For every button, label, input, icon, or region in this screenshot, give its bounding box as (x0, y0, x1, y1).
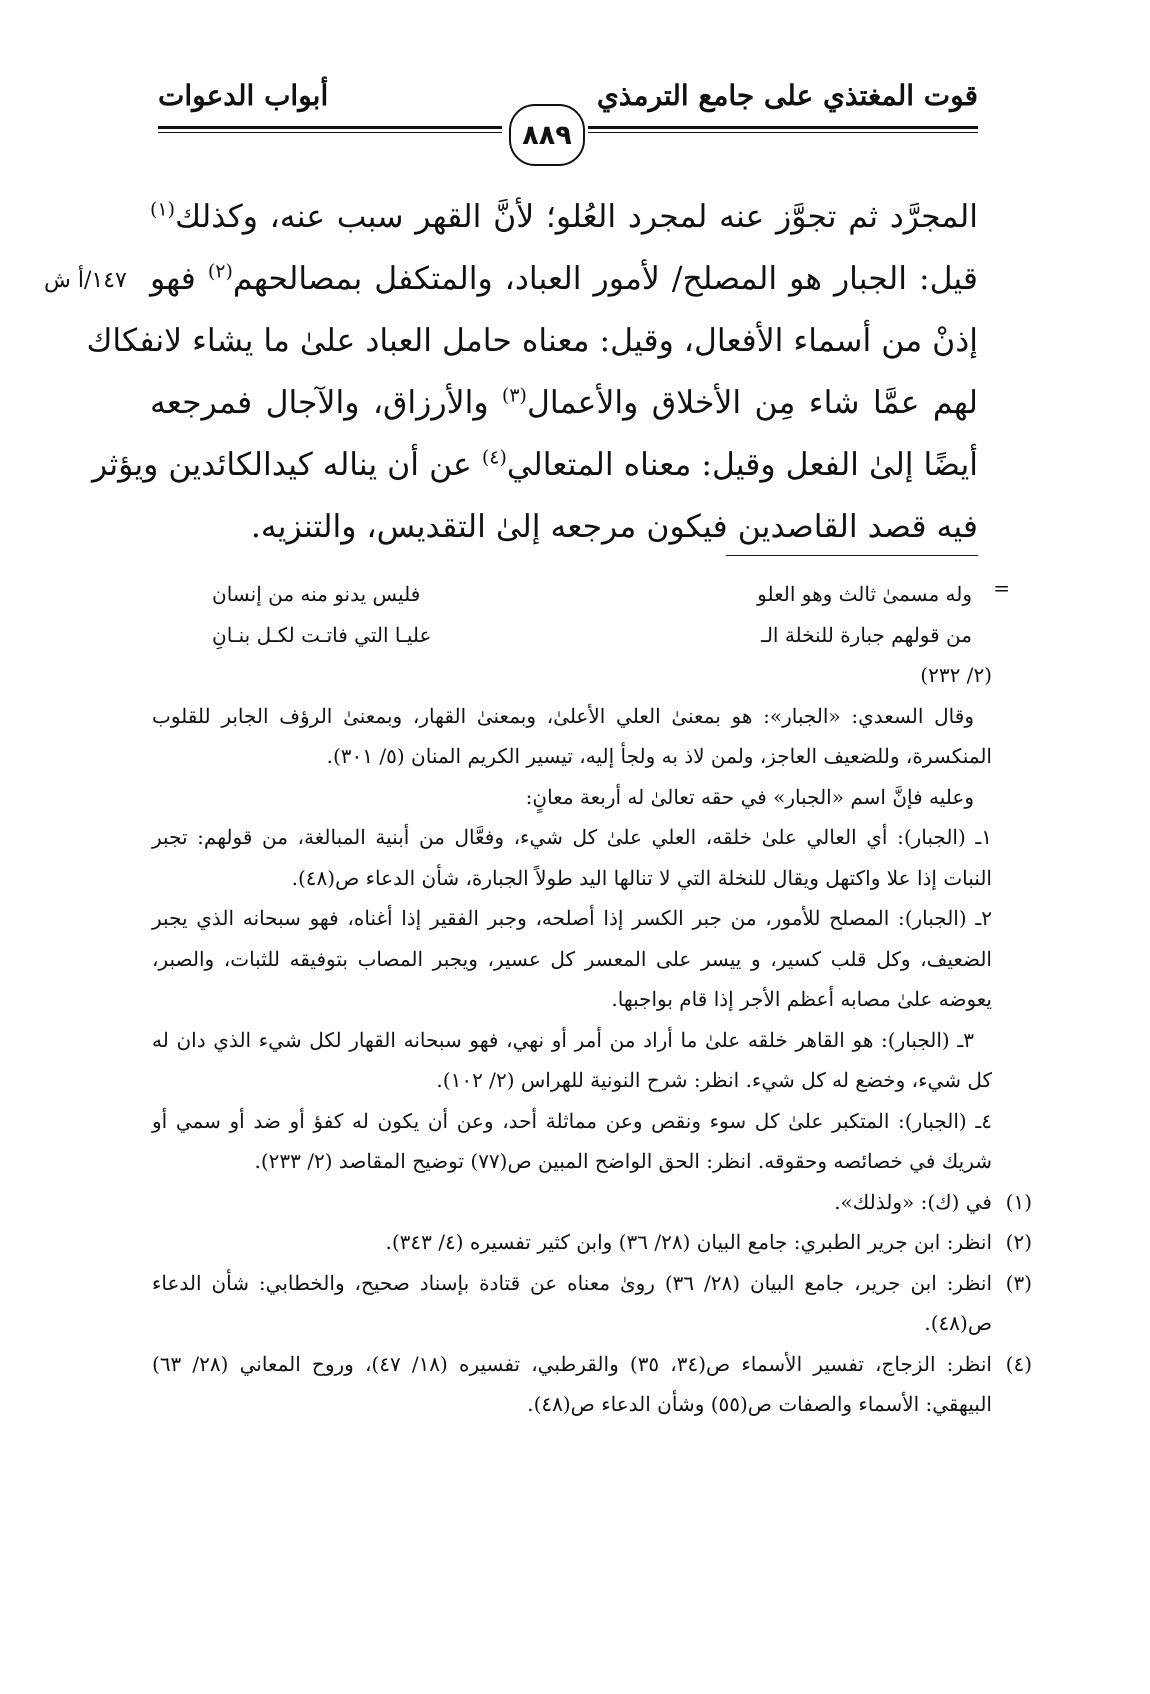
header-rule-right-thin (588, 132, 978, 133)
footnote-item (152, 1344, 1032, 1425)
book-title: قوت المغتذي على جامع الترمذي (596, 79, 978, 112)
footnote-ref[interactable]: (٤) (481, 446, 507, 469)
verse-reference: (٢/ ٢٣٢) (920, 663, 992, 687)
section-title: أبواب الدعوات (158, 79, 329, 112)
main-line: إذنْ من أسماء الأفعال، وقيل: معناه حامل العباد علىٰ ما يشاء لانفكاك (86, 323, 978, 359)
note-paragraph: ٣ـ (الجبار): هو القاهر خلقه علىٰ ما أراد من أمر أو نهي، فهو سبحانه القهار لكل شيء الذي دان له كل شيء، وخضع له كل شيء. انظر: شرح النونية للهراس (٢/ ١٠٢). (152, 1027, 992, 1092)
footnote-text: انظر: الزجاج، تفسير الأسماء ص(٣٤، ٣٥) والقرطبي، تفسيره (١٨/ ٤٧)، وروح المعاني (٢٨/ ٦٣) البيهقي: الأسماء والصفات ص(٥٥) وشأن الدعاء ص(٤٨). (152, 1351, 992, 1416)
note-paragraph: وعليه فإنَّ اسم «الجبار» في حقه تعالىٰ له أربعة معانٍ: (525, 784, 974, 809)
footnote-text: انظر: ابن جرير، جامع البيان (٢٨/ ٣٦) روىٰ معناه عن قتادة بإسناد صحيح، والخطابي: شأن الدعاء ص(٤٨). (152, 1270, 992, 1335)
verse-line (152, 615, 992, 656)
header-rule-left-thin (158, 132, 502, 133)
footnote-ref[interactable]: (٣) (501, 384, 527, 407)
footnote-item (152, 1222, 1032, 1263)
footnote-number: (٢) (1005, 1230, 1032, 1254)
main-line: المجرَّد ثم تجوَّز عنه لمجرد العُلو؛ لأنَّ القهر سبب عنه، وكذلك$^{(١)}$ (150, 198, 978, 235)
footnotes-area (152, 574, 1032, 1425)
verse-hemistich-second: عليـا التي فاتـت لكـل بنـانِ (212, 622, 432, 647)
note-paragraph: ١ـ (الجبار): أي العالي علىٰ خلقه، العلي علىٰ كل شيء، وفعَّال من أبنية المبالغة، من قولهم: تجبر النبات إذا علا واكتهل ويقال للنخلة التي لا تنالها اليد طولاً الجبارة، شأن الدعاء ص(٤٨). (152, 825, 992, 890)
main-text (86, 186, 978, 558)
main-line: لهم عمَّا شاء مِن الأخلاق والأعمال$^{(٣)}$ والأرزاق، والآجال فمرجعه (150, 384, 978, 421)
note-paragraph: وقال السعدي: «الجبار»: هو بمعنىٰ العلي الأعلىٰ، وبمعنىٰ القهار، وبمعنىٰ الرؤف الجابر للقلوب المنكسرة، وللضعيف العاجز، ولمن لاذ به ولجأ إليه، تيسير الكريم المنان (٥/ ٣٠١). (152, 703, 992, 768)
verse-hemistich-first: وله مسمىٰ ثالث وهو العلو (757, 582, 972, 606)
note-paragraph: ٢ـ (الجبار): المصلح للأمور، من جبر الكسر إذا أصلحه، وجبر الفقير إذا أغناه، فهو سبحانه الذي يجبر الضعيف، وكل قلب كسير، و ييسر على المعسر كل عسير، ويجبر المصاب بتوفيقه للثبات، والصبر، يعوضه علىٰ مصابه أعظم الأجر إذا قام بواجبها. (152, 906, 992, 1011)
header-rule-right-thick (588, 126, 978, 129)
main-line: أيضًا إلىٰ الفعل وقيل: معناه المتعالي$^{(٤)}$ عن أن يناله كيدالكائدين ويؤثر (91, 446, 978, 483)
manuscript-folio-note: ١٤٧/أ ش (44, 268, 127, 293)
note-paragraph: ٤ـ (الجبار): المتكبر علىٰ كل سوء ونقص وعن مماثلة أحد، وعن أن يكون له كفؤ أو ضد أو سمي أو شريك في خصائصه وحقوقه. انظر: الحق الواضح المبين ص(٧٧) توضيح المقاصد (٢/ ٢٣٣). (152, 1108, 992, 1173)
footnote-item (152, 1182, 1032, 1223)
footnote-ref[interactable]: (١) (150, 198, 176, 221)
footnote-text: انظر: ابن جرير الطبري: جامع البيان (٢٨/ ٣٦) وابن كثير تفسيره (٤/ ٣٤٣). (385, 1230, 992, 1254)
verse-line (152, 574, 992, 615)
header-rule-left-thick (158, 126, 502, 129)
footnote-number: (١) (1005, 1189, 1032, 1214)
continuation-mark: = (993, 576, 1010, 600)
footnote-ref[interactable]: (٢) (207, 260, 233, 283)
footnote-separator (726, 555, 978, 556)
page-number: ٨٨٩ (509, 104, 585, 166)
footnote-text: في (ك): «ولذلك». (834, 1189, 992, 1214)
verse-hemistich-first: من قولهم جبارة للنخلة الـ (760, 622, 972, 647)
footnote-number: (٤) (1005, 1351, 1032, 1376)
footnote-list (152, 1182, 1032, 1425)
footnote-number: (٣) (1005, 1270, 1032, 1295)
footnote-item (152, 1263, 1032, 1344)
main-line: قيل: الجبار هو المصلح/ لأمور العباد، والمتكفل بمصالحهم$^{(٢)}$ فهو (150, 260, 978, 297)
verse-hemistich-second: فليس يدنو منه من إنسان (212, 582, 421, 606)
main-line: فيه قصد القاصدين فيكون مرجعه إلىٰ التقديس، والتنزيه. (250, 509, 978, 545)
